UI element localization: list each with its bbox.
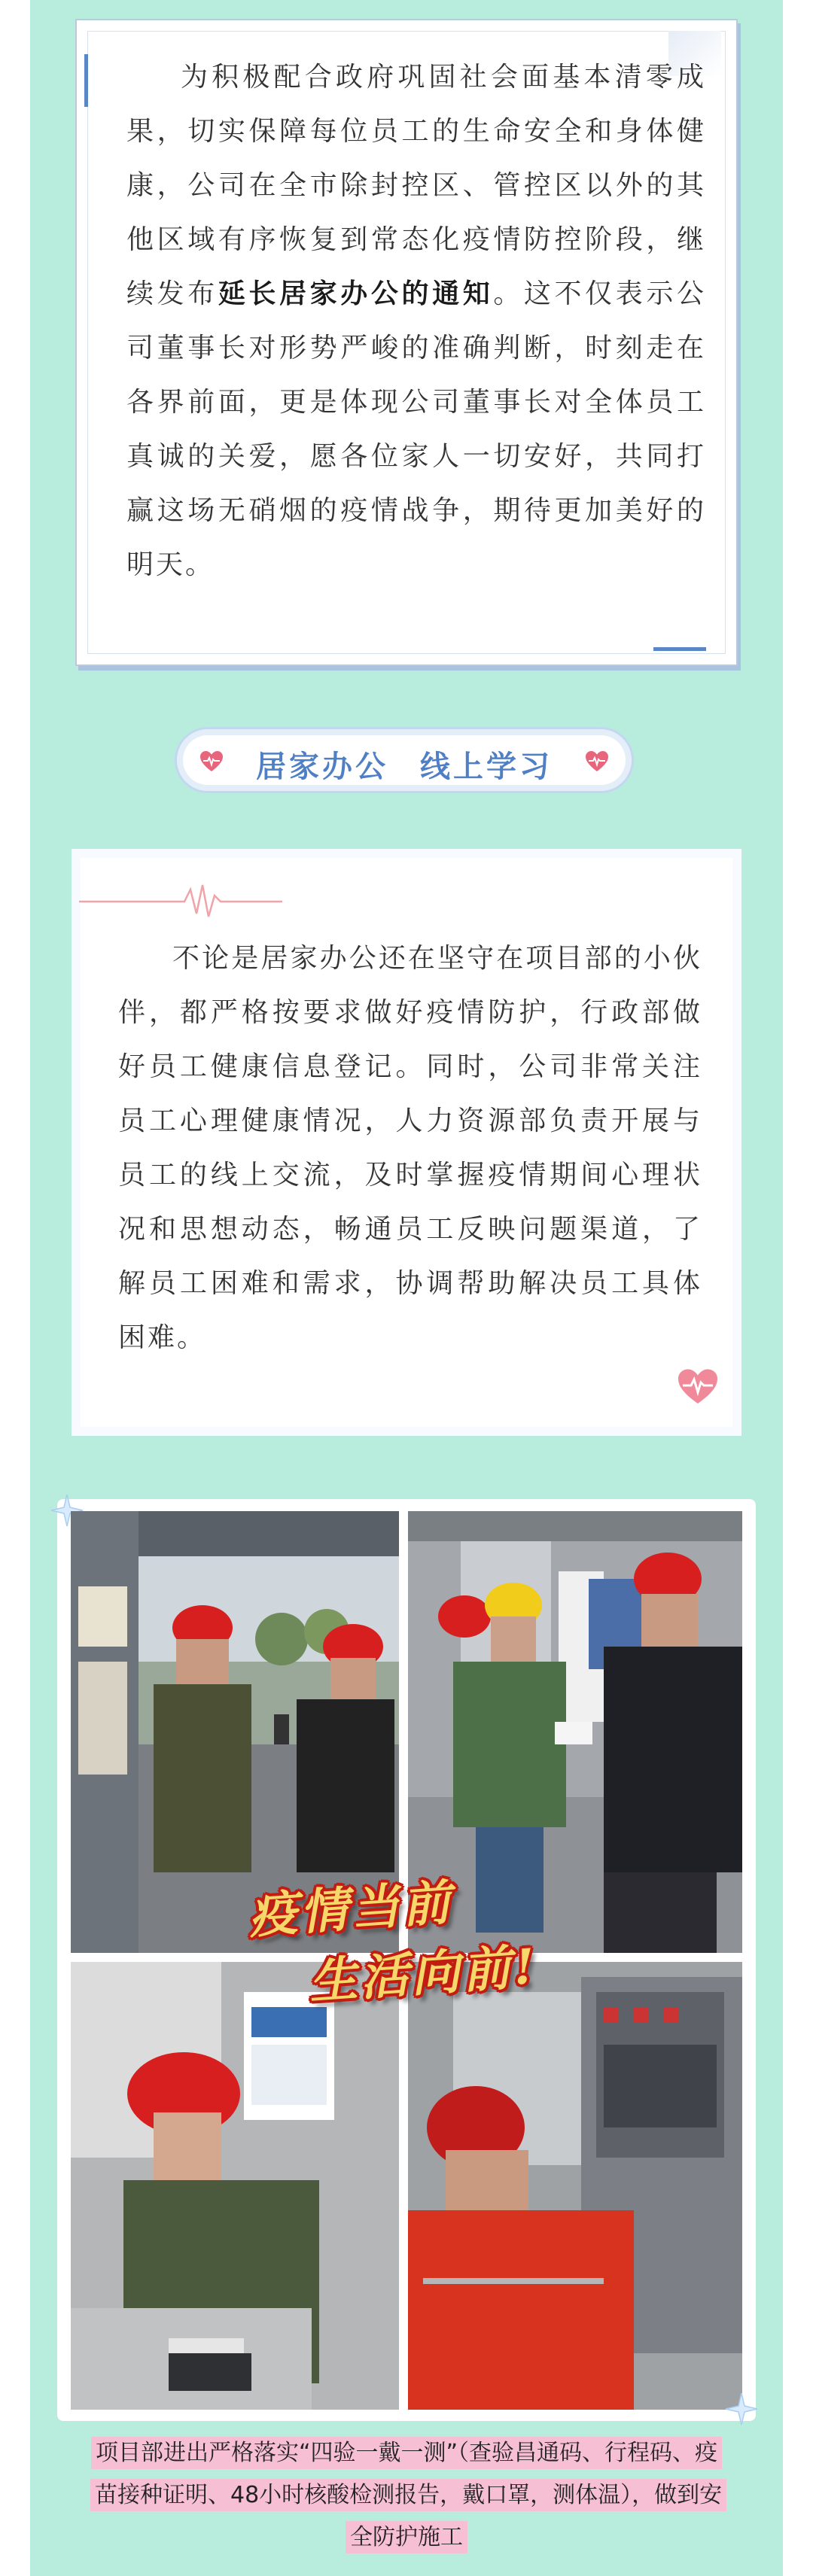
heart-icon (585, 750, 609, 773)
photo-temperature-check (408, 1962, 742, 2410)
work-card (72, 849, 741, 1436)
slogan-line-1: 疫情当前 (247, 1874, 455, 1945)
sparkle-icon (724, 2392, 759, 2426)
section-heading: 居家办公 线上学习 (256, 750, 553, 784)
section-heading-pill (175, 727, 634, 793)
heart-icon (677, 1368, 719, 1406)
photo-caption (90, 2432, 723, 2559)
photo-registration (71, 1962, 399, 2410)
photo-slogan-banner (226, 1871, 587, 2011)
intro-text-start: 为积极配合政府巩固社会面基本清零成果，切实保障每位员工的生命安全和身体健康，公司在全市除封控区、管控区以外的其他区域有序恢复到常态化疫情防控阶段，继续发布 (126, 62, 706, 309)
left-accent-bar (84, 54, 88, 107)
notice-title-bold: 延长居家办公的通知 (218, 278, 494, 309)
intro-paragraph (126, 50, 706, 592)
intro-text-end: 。这不仅表示公司董事长对形势严峻的准确判断，时刻走在各界前面，更是体现公司董事长对全体员工真诚的关爱，愿各位家人一切安好，共同打赢这场无硝烟的疫情战争，期待更加美好的明天。 (126, 278, 706, 580)
slogan-line-2: 生活向前! (307, 1938, 540, 2011)
bottom-accent-bar (653, 647, 706, 651)
work-paragraph: 不论是居家办公还在坚守在项目部的小伙伴，都严格按要求做好疫情防护，行政部做好员工健康信息登记。同时，公司非常关注员工心理健康情况，人力资源部负责开展与员工的线上交流，及时掌握疫情期间心理状况和思想动态，畅通员工反映问题渠道，了解员工困难和需求，协调帮助解决员工具体困难。 (118, 943, 702, 1353)
intro-card (75, 19, 738, 666)
caption-text: 项目部进出严格落实“四验一戴一测”（查验昌通码、行程码、疫苗接种证明、48小时核酸检测报告，戴口罩，测体温），做到安全防护施工 (90, 2437, 726, 2553)
pulse-line-icon (79, 879, 282, 924)
